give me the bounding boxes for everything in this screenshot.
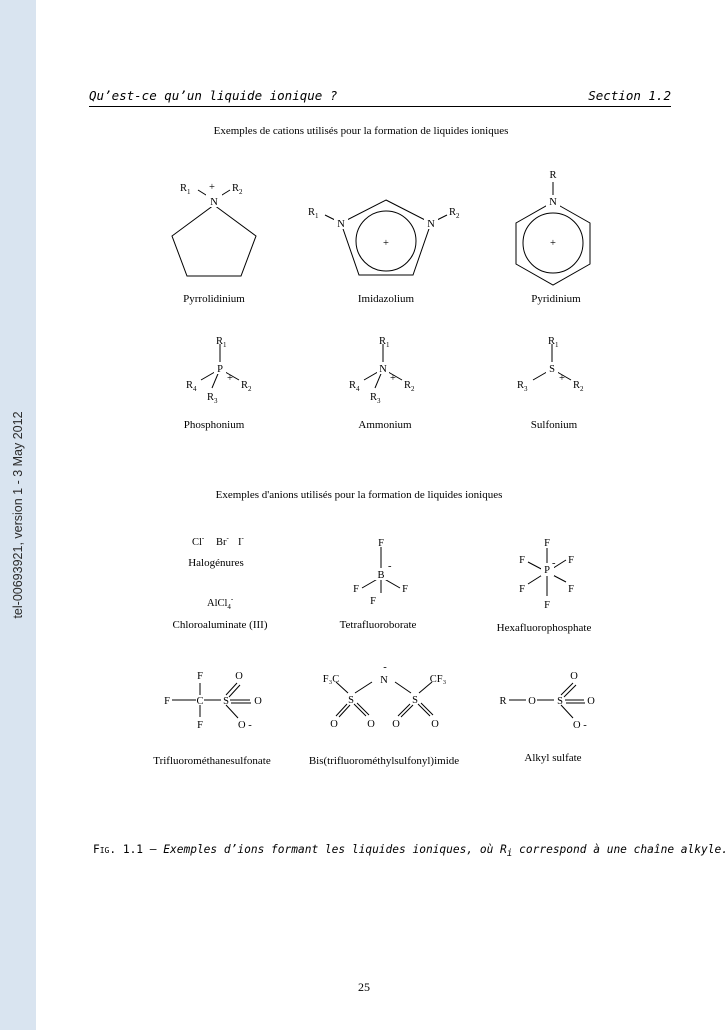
pyridinium-r: R <box>549 170 557 181</box>
alkyl-sulfate-r: R <box>499 696 507 707</box>
bf4-minus: - <box>388 561 392 572</box>
tfsi-s2: S <box>412 695 418 706</box>
label-alkyl-sulfate: Alkyl sulfate <box>524 752 582 764</box>
halides-structure <box>192 534 245 548</box>
pyrrolidinium-structure <box>172 182 256 276</box>
sulfonium-s: S <box>549 364 555 375</box>
label-pyridinium: Pyridinium <box>531 293 581 305</box>
bf4-f-bottom: F <box>370 596 376 607</box>
tfsi-o3: O <box>392 719 400 730</box>
pf6-f-bottom: F <box>544 600 550 611</box>
triflate-f-top: F <box>197 671 203 682</box>
bf4-f-right: F <box>402 584 408 595</box>
imidazolium-n3: N <box>427 219 435 230</box>
bf4-b: B <box>377 570 385 581</box>
page-number: 25 <box>358 980 370 994</box>
halide-br: Br- <box>216 534 229 548</box>
bf4-f-left: F <box>353 584 359 595</box>
imidazolium-structure <box>308 200 460 275</box>
pf6-f-upper-right: F <box>568 555 574 566</box>
cations-title: Exemples de cations utilisés pour la formation de liquides ioniques <box>213 125 509 137</box>
tfsi-f3c: F₃C <box>322 674 340 685</box>
phosphonium-r2: $R_2$ <box>241 380 252 393</box>
alkyl-sulfate-o-right: O <box>587 696 595 707</box>
label-tetrafluoroborate: Tetrafluoroborate <box>339 619 417 631</box>
hexafluorophosphate-structure <box>519 538 574 611</box>
phosphonium-structure <box>186 336 252 405</box>
label-hexafluorophosphate: Hexafluorophosphate <box>496 622 592 634</box>
tfsi-s1: S <box>348 695 354 706</box>
alkyl-sulfate-s: S <box>557 696 563 707</box>
label-chloroaluminate: Chloroaluminate (III) <box>172 619 268 631</box>
phosphonium-r3: $R_3$ <box>207 392 218 405</box>
sulfonium-r1: $R_1$ <box>548 336 559 349</box>
pf6-f-top: F <box>544 538 550 549</box>
sulfonium-plus: + <box>559 373 565 384</box>
triflate-o-right: O <box>254 696 262 707</box>
imidazolium-n1: N <box>337 219 345 230</box>
triflate-structure <box>164 671 262 731</box>
triflate-f-bottom: F <box>197 720 203 731</box>
figure-caption <box>93 843 728 859</box>
tfsi-structure <box>323 662 447 730</box>
figure-caption-label: Fig. 1.1 – <box>93 843 157 856</box>
alcl4-formula: AlCl$_4$- <box>207 595 234 611</box>
bf4-f-top: F <box>378 538 384 549</box>
pyrrolidinium-n: N <box>210 197 218 208</box>
pyridinium-structure <box>516 170 590 285</box>
phosphonium-p: P <box>217 364 223 375</box>
tfsi-n: N <box>380 675 388 686</box>
pf6-f-lower-right: F <box>568 584 574 595</box>
pyrrolidinium-r1: $R_1$ <box>180 183 191 196</box>
sulfonium-structure <box>517 336 584 393</box>
tfsi-cf3: CF₃ <box>429 674 447 685</box>
phosphonium-r1: $R_1$ <box>216 336 227 349</box>
label-phosphonium: Phosphonium <box>183 419 245 431</box>
imidazolium-plus: + <box>383 238 389 249</box>
running-header-title: Qu’est-ce qu’un liquide ionique ? <box>89 88 338 103</box>
ammonium-r1: $R_1$ <box>379 336 390 349</box>
halide-i: I- <box>238 534 244 548</box>
ammonium-plus: + <box>390 373 396 384</box>
pyrrolidinium-plus: + <box>209 182 215 193</box>
sulfonium-r3: $R_3$ <box>517 380 528 393</box>
pf6-f-upper-left: F <box>519 555 525 566</box>
anions-title: Exemples d'anions utilisés pour la formation de liquides ioniques <box>215 489 503 501</box>
phosphonium-r4: $R_4$ <box>186 380 197 393</box>
triflate-o-minus: O - <box>238 720 252 731</box>
alkyl-sulfate-o-top: O <box>570 671 578 682</box>
pf6-minus: - <box>552 558 556 569</box>
alkyl-sulfate-o-ester: O <box>528 696 536 707</box>
label-ammonium: Ammonium <box>358 419 412 431</box>
pyridinium-plus: + <box>550 238 556 249</box>
label-pyrrolidinium: Pyrrolidinium <box>183 293 245 305</box>
archive-stamp: tel-00693921, version 1 - 3 May 2012 <box>11 411 25 619</box>
phosphonium-plus: + <box>227 373 233 384</box>
label-tfsi: Bis(trifluorométhylsulfonyl)imide <box>308 755 460 767</box>
tfsi-o2: O <box>367 719 375 730</box>
pyridinium-n: N <box>549 197 557 208</box>
figure-caption-subscript: i <box>506 848 513 860</box>
triflate-o-top: O <box>235 671 243 682</box>
running-header-section: Section 1.2 <box>588 88 671 103</box>
tetrafluoroborate-structure <box>353 538 408 607</box>
ammonium-r2: $R_2$ <box>404 380 415 393</box>
alkyl-sulfate-o-minus: O - <box>573 720 587 731</box>
pyrrolidinium-ring <box>172 205 256 276</box>
pyrrolidinium-r2: $R_2$ <box>232 183 243 196</box>
ammonium-r4: $R_4$ <box>349 380 360 393</box>
triflate-f-left: F <box>164 696 170 707</box>
ammonium-n: N <box>379 364 387 375</box>
tfsi-minus: - <box>383 662 387 673</box>
sulfonium-r2: $R_2$ <box>573 380 584 393</box>
label-imidazolium: Imidazolium <box>357 293 415 305</box>
label-sulfonium: Sulfonium <box>530 419 578 431</box>
imidazolium-r2: $R_2$ <box>449 207 460 220</box>
figure-caption-text: Exemples d’ions formant les liquides ioniques, où R <box>156 843 507 856</box>
pf6-p: P <box>544 565 550 576</box>
pf6-f-lower-left: F <box>519 584 525 595</box>
tfsi-o1: O <box>330 719 338 730</box>
ammonium-r3: $R_3$ <box>370 392 381 405</box>
label-triflate: Trifluorométhanesulfonate <box>153 755 271 767</box>
triflate-s: S <box>223 696 229 707</box>
tfsi-o4: O <box>431 719 439 730</box>
triflate-c: C <box>196 696 204 707</box>
alkyl-sulfate-structure <box>499 671 595 731</box>
label-halogenures: Halogénures <box>188 557 244 569</box>
ammonium-structure <box>349 336 415 405</box>
figure-caption-text-end: correspond à une chaîne alkyle. <box>512 843 728 856</box>
imidazolium-r1: $R_1$ <box>308 207 319 220</box>
halide-cl: Cl- <box>192 534 205 548</box>
